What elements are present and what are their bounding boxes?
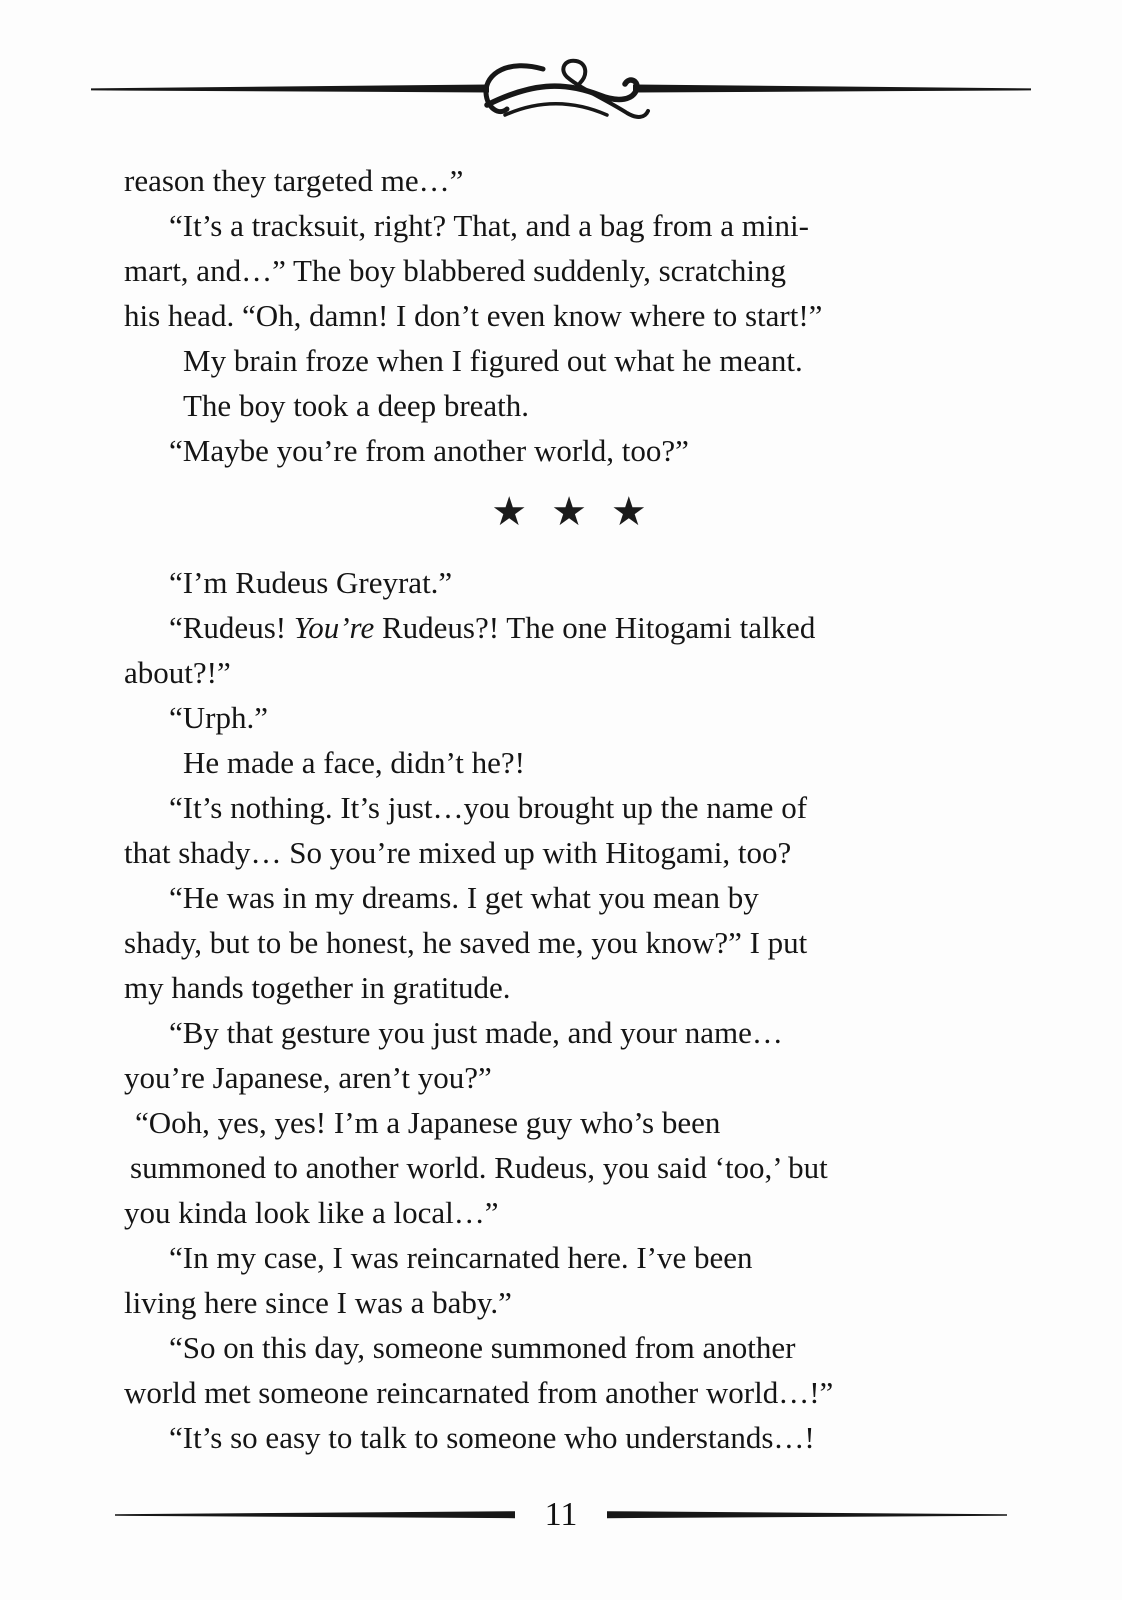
text-line [124, 203, 1014, 248]
text-line [124, 158, 1014, 203]
flourish-divider-svg [91, 55, 1031, 137]
text-line [124, 605, 1014, 650]
text-segment: his head. “Oh, damn! I don’t even know where to start!” [124, 298, 823, 333]
text-segment: living here since I was a baby.” [124, 1285, 512, 1320]
text-segment: summoned to another world. Rudeus, you said ‘too,’ but [130, 1150, 828, 1185]
text-segment: “So on this day, someone summoned from another [169, 1330, 796, 1365]
text-line [124, 248, 1014, 293]
text-line [124, 1100, 1014, 1145]
page-text [124, 158, 1014, 1460]
text-segment: my hands together in gratitude. [124, 970, 511, 1005]
text-segment: “Urph.” [169, 700, 268, 735]
text-line [124, 830, 1014, 875]
scene-break-stars [124, 487, 1014, 537]
text-line [124, 1325, 1014, 1370]
text-line [124, 1190, 1014, 1235]
text-segment: “Rudeus! [169, 610, 294, 645]
text-line [124, 1415, 1014, 1460]
text-line [124, 1370, 1014, 1415]
text-line [124, 920, 1014, 965]
text-segment: about?!” [124, 655, 231, 690]
text-line [124, 1055, 1014, 1100]
text-segment: “It’s a tracksuit, right? That, and a bag from a mini- [169, 208, 809, 243]
text-segment: “It’s nothing. It’s just…you brought up the name of [169, 790, 808, 825]
text-segment: “Maybe you’re from another world, too?” [169, 433, 689, 468]
top-divider-ornament [91, 55, 1031, 137]
text-line [124, 1145, 1014, 1190]
text-segment: that shady… So you’re mixed up with Hitogami, too? [124, 835, 792, 870]
text-segment: “He was in my dreams. I get what you mean by [169, 880, 759, 915]
text-segment: Rudeus?! The one Hitogami talked [374, 610, 816, 645]
text-segment: reason they targeted me…” [124, 163, 464, 198]
page-footer [0, 1492, 1122, 1538]
star-icon: ★ [551, 489, 587, 535]
text-segment: shady, but to be honest, he saved me, you know?” I put [124, 925, 808, 960]
text-line [124, 338, 1014, 383]
top-rule-left [91, 85, 489, 93]
top-rule-right [633, 85, 1031, 93]
footer-rule-left [115, 1508, 515, 1522]
star-icon: ★ [491, 489, 528, 535]
text-line [124, 695, 1014, 740]
text-segment: you kinda look like a local…” [124, 1195, 499, 1230]
page-number: 11 [544, 1496, 578, 1533]
footer-rule-right [607, 1508, 1007, 1522]
text-segment: “It’s so easy to talk to someone who understands…! [169, 1420, 815, 1455]
text-line [124, 383, 1014, 428]
text-line [124, 428, 1014, 473]
italic-text-segment: You’re [293, 610, 375, 645]
text-segment: My brain froze when I figured out what he meant. [183, 343, 803, 378]
text-line [124, 1280, 1014, 1325]
text-segment: “Ooh, yes, yes! I’m a Japanese guy who’s been [135, 1105, 721, 1140]
text-line [124, 650, 1014, 695]
flourish-icon [486, 61, 648, 117]
text-line [124, 965, 1014, 1010]
text-line [124, 560, 1014, 605]
text-line [124, 875, 1014, 920]
text-segment: world met someone reincarnated from another world…!” [124, 1375, 834, 1410]
text-line [124, 1010, 1014, 1055]
text-segment: you’re Japanese, aren’t you?” [124, 1060, 492, 1095]
star-icon: ★ [610, 489, 647, 535]
text-segment: He made a face, didn’t he?! [183, 745, 525, 780]
text-line [124, 1235, 1014, 1280]
text-segment: “By that gesture you just made, and your name… [169, 1015, 783, 1050]
text-segment: The boy took a deep breath. [183, 388, 530, 423]
text-line [124, 293, 1014, 338]
text-segment: mart, and…” The boy blabbered suddenly, scratching [124, 253, 786, 288]
text-segment: “In my case, I was reincarnated here. I’ve been [169, 1240, 753, 1275]
text-line [124, 740, 1014, 785]
text-line [124, 785, 1014, 830]
text-segment: “I’m Rudeus Greyrat.” [169, 565, 453, 600]
